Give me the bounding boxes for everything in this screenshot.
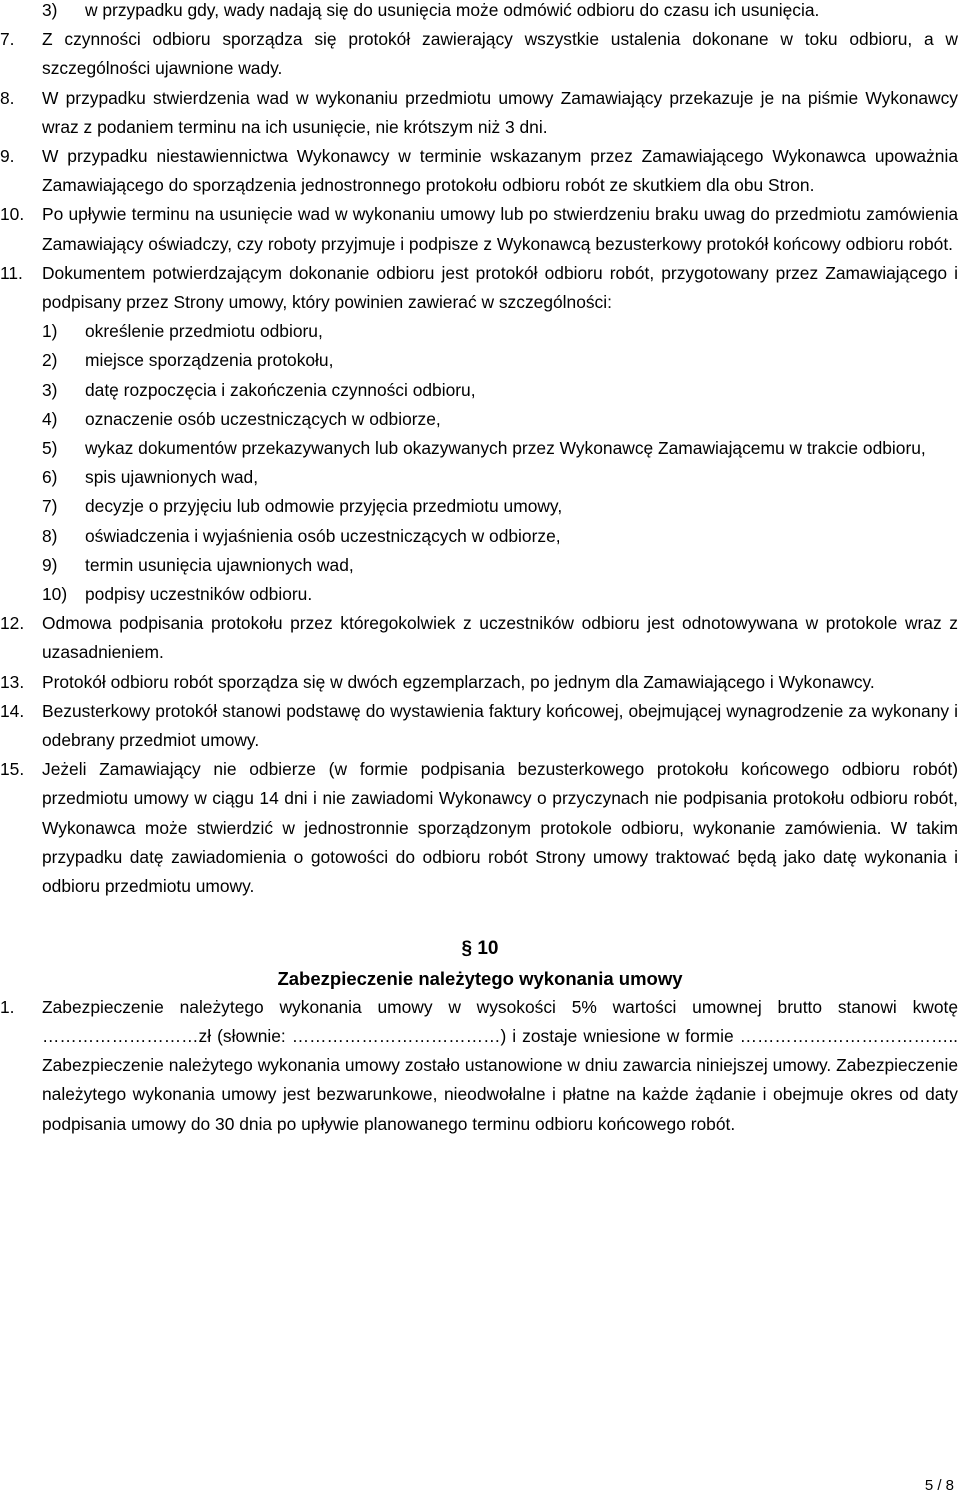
- item-text: Bezusterkowy protokół stanowi podstawę do wystawienia faktury końcowej, obejmującej wynagrodzenie za wykonany i odebrany przedmiot umowy.: [42, 700, 958, 751]
- list-item: [0, 668, 960, 697]
- subitem-number: 4): [42, 408, 58, 429]
- subitem-number: 9): [42, 554, 58, 575]
- subitem-number: 3): [42, 0, 58, 20]
- item-text: Jeżeli Zamawiający nie odbierze (w formie podpisania bezusterkowego protokołu końcowego odbioru robót) przedmiotu umowy w ciągu 14 dni i nie zawiadomi Wykonawcy o przyczynach nie podpisania protokołu odbioru robót, Wykonawca może stwierdzić w jednostronnie sporządzonym protokole odbioru, wykonanie zamówienia. W takim przypadku datę zawiadomienia o gotowości do odbioru robót Strony umowy traktować będą jako datę wykonania i odbioru przedmiotu umowy.: [42, 759, 958, 897]
- section-spacer: [0, 901, 960, 930]
- subitem-text: miejsce sporządzenia protokołu,: [85, 350, 334, 371]
- list-subitem: [0, 463, 960, 492]
- list-item: [0, 259, 960, 317]
- subitem-number: 8): [42, 525, 58, 546]
- list-item: [0, 697, 960, 755]
- subitem-text: decyzje o przyjęciu lub odmowie przyjęcia przedmiotu umowy,: [85, 496, 563, 517]
- list-item: [0, 142, 960, 200]
- subitem-text: w przypadku gdy, wady nadają się do usunięcia może odmówić odbioru do czasu ich usunięcia.: [85, 0, 820, 20]
- item-number: 7.: [0, 29, 15, 50]
- item-number: 9.: [0, 146, 15, 167]
- subitem-number: 7): [42, 496, 58, 517]
- subitem-number: 10): [42, 584, 68, 605]
- subitem-text: spis ujawnionych wad,: [85, 467, 259, 488]
- item-text: Z czynności odbioru sporządza się protokół zawierający wszystkie ustalenia dokonane w toku odbioru, a w szczególności ujawnione wady.: [42, 29, 958, 79]
- list-subitem: [0, 0, 960, 25]
- item-number: 15.: [0, 759, 25, 780]
- item-text: Odmowa podpisania protokołu przez któregokolwiek z uczestników odbioru jest odnotowywana w protokole wraz z uzasadnieniem.: [42, 613, 958, 663]
- subitem-number: 6): [42, 467, 58, 488]
- item-number: 12.: [0, 613, 25, 634]
- item-text: W przypadku stwierdzenia wad w wykonaniu przedmiotu umowy Zamawiający przekazuje je na piśmie Wykonawcy wraz z podaniem terminu na ich usunięcie, nie krótszym niż 3 dni.: [42, 87, 958, 137]
- list-subitem: [0, 492, 960, 521]
- subitem-text: termin usunięcia ujawnionych wad,: [85, 554, 354, 575]
- section-symbol: § 10: [461, 938, 499, 960]
- list-item: [0, 25, 960, 83]
- list-subitem: [0, 522, 960, 551]
- item-text: Protokół odbioru robót sporządza się w dwóch egzemplarzach, po jednym dla Zamawiającego i Wykonawcy.: [42, 671, 875, 692]
- subitem-text: wykaz dokumentów przekazywanych lub okazywanych przez Wykonawcę Zamawiającemu w trakcie odbioru,: [85, 438, 926, 459]
- item-number: 11.: [0, 262, 23, 283]
- list-item: [0, 993, 960, 1139]
- subitem-text: oświadczenia i wyjaśnienia osób uczestniczących w odbiorze,: [85, 525, 561, 546]
- list-subitem: [0, 346, 960, 375]
- list-subitem: [0, 551, 960, 580]
- list-subitem: [0, 434, 960, 463]
- subitem-text: podpisy uczestników odbioru.: [85, 584, 313, 605]
- subitem-number: 5): [42, 438, 58, 459]
- list-subitem: [0, 376, 960, 405]
- list-item: [0, 755, 960, 901]
- list-item: [0, 84, 960, 142]
- subitem-number: 3): [42, 379, 58, 400]
- subitem-number: 2): [42, 350, 58, 371]
- list-subitem: [0, 317, 960, 346]
- item-text: Po upływie terminu na usunięcie wad w wykonaniu umowy lub po stwierdzeniu braku uwag do przedmiotu zamówienia Zamawiający oświadczy, czy roboty przyjmuje i podpisze z Wykonawcą bezusterkowy protokół końcowy odbioru robót.: [42, 204, 958, 254]
- item-text: Zabezpieczenie należytego wykonania umowy w wysokości 5% wartości umownej brutto stanowi kwotę ………………………zł (słownie: ………………………………) i zostaje wniesione w formie ……………………………….. Zabezpieczenie należytego wykonania umowy zostało ustanowione w dniu zawarcia niniejszej umowy. Zabezpieczenie należytego wykonania umowy jest bezwarunkowe, nieodwołalne i płatne na każde żądanie i obejmuje okres od daty podpisania umowy do 30 dnia po upływie planowanego terminu odbioru końcowego robót.: [42, 996, 958, 1134]
- section-title: Zabezpieczenie należytego wykonania umowy: [277, 967, 683, 989]
- item-number: 1.: [0, 996, 15, 1017]
- subitem-number: 1): [42, 321, 58, 342]
- item-number: 14.: [0, 700, 25, 721]
- list-subitem: [0, 405, 960, 434]
- subitem-text: datę rozpoczęcia i zakończenia czynności odbioru,: [85, 379, 476, 400]
- item-number: 8.: [0, 87, 15, 108]
- subitem-text: określenie przedmiotu odbioru,: [85, 321, 323, 342]
- item-number: 13.: [0, 671, 25, 692]
- item-text: Dokumentem potwierdzającym dokonanie odbioru jest protokół odbioru robót, przygotowany przez Zamawiającego i podpisany przez Strony umowy, który powinien zawierać w szczególności:: [42, 262, 958, 313]
- list-item: [0, 609, 960, 667]
- page-number: 5 / 8: [924, 1477, 954, 1494]
- item-number: 10.: [0, 204, 25, 225]
- list-item: [0, 200, 960, 258]
- item-text: W przypadku niestawiennictwa Wykonawcy w terminie wskazanym przez Zamawiającego Wykonawca upoważnia Zamawiającego do sporządzenia jednostronnego protokołu odbioru robót ze skutkiem dla obu Stron.: [42, 146, 958, 196]
- list-subitem: [0, 580, 960, 609]
- subitem-text: oznaczenie osób uczestniczących w odbiorze,: [85, 408, 441, 429]
